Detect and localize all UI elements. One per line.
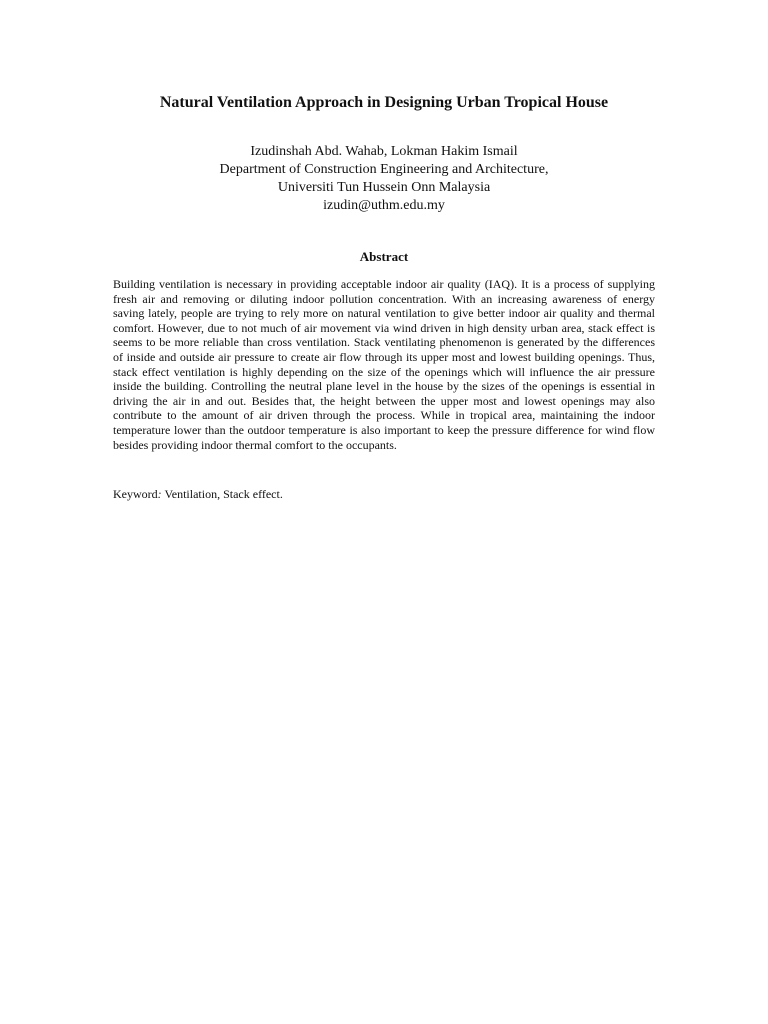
author-block: [0, 143, 768, 215]
author-names: Izudinshah Abd. Wahab, Lokman Hakim Ismail: [250, 144, 518, 159]
paper-title: Natural Ventilation Approach in Designing Urban Tropical House: [159, 94, 609, 111]
author-department: Department of Construction Engineering and Architecture,: [219, 162, 549, 177]
keywords-label: Keyword: [113, 487, 158, 501]
abstract-heading: Abstract: [359, 249, 409, 264]
author-email: izudin@uthm.edu.my: [323, 198, 445, 213]
keywords-values: Ventilation, Stack effect.: [161, 487, 283, 501]
author-university: Universiti Tun Hussein Onn Malaysia: [277, 180, 491, 195]
keywords-line: [113, 487, 655, 502]
abstract-body: Building ventilation is necessary in providing acceptable indoor air quality (IAQ). It is a process of supplying fresh air and removing or diluting indoor pollution concentration. With an increasing awareness of energy saving lately, people are trying to rely more on natural ventilation to give better indoor air quality and thermal comfort. However, due to not much of air movement via wind driven in high density urban area, stack effect is seems to be more reliable than cross ventilation. Stack ventilating phenomenon is generated by the differences of inside and outside air pressure to create air flow through its upper most and lowest building openings. Thus, stack effect ventilation is highly depending on the size of the openings which will influence the air pressure inside the building. Controlling the neutral plane level in the house by the sizes of the openings is essential in driving the air in and out. Besides that, the height between the upper most and lowest openings may also contribute to the amount of air driven through the process. While in tropical area, maintaining the indoor temperature lower than the outdoor temperature is also important to keep the pressure difference for wind flow besides providing indoor thermal comfort to the occupants.: [113, 277, 655, 452]
keywords-colon: :: [157, 487, 162, 501]
